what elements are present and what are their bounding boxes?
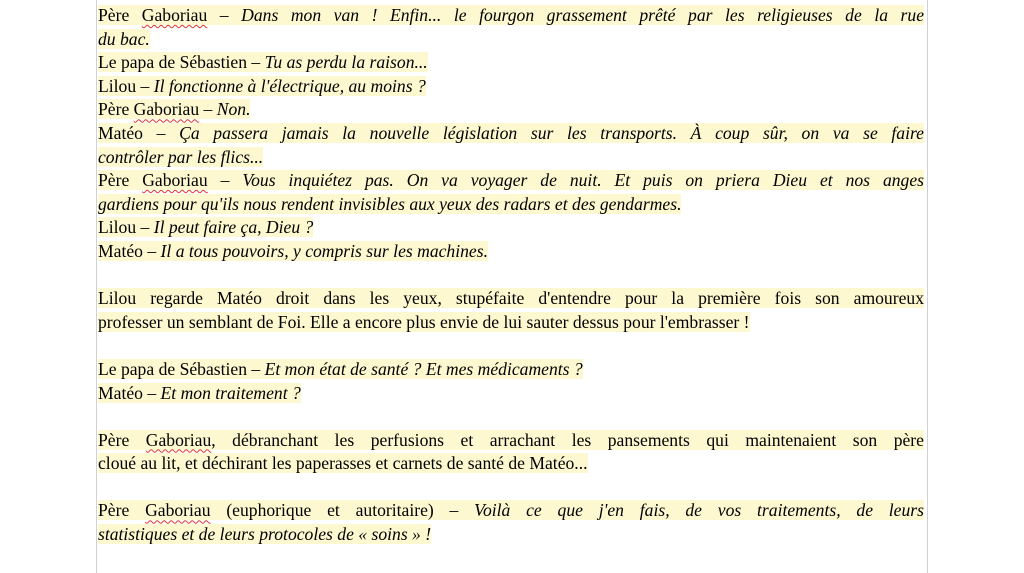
highlighted-text bbox=[98, 170, 924, 190]
text-run: – bbox=[207, 170, 243, 191]
text-line bbox=[98, 216, 924, 240]
highlighted-text bbox=[98, 76, 426, 96]
empty-line bbox=[98, 405, 924, 429]
highlighted-text bbox=[98, 194, 681, 214]
empty-line bbox=[98, 476, 924, 500]
paragraph[interactable] bbox=[98, 287, 924, 334]
highlighted-text bbox=[98, 524, 431, 544]
text-line bbox=[98, 382, 924, 406]
paragraph[interactable] bbox=[98, 4, 924, 51]
highlighted-text bbox=[98, 29, 150, 49]
text-line bbox=[98, 4, 924, 28]
italic-run: Non. bbox=[216, 99, 251, 120]
text-run: Matéo – bbox=[98, 382, 161, 403]
highlighted-text bbox=[98, 217, 313, 237]
italic-run: Il peut faire ça, Dieu ? bbox=[153, 217, 314, 238]
paragraph[interactable] bbox=[98, 358, 924, 382]
italic-run: Dans mon van ! Enfin... le fourgon grassement prêté par les religieuses de la rue bbox=[241, 5, 924, 25]
italic-run: contrôler par les flics... bbox=[98, 146, 264, 167]
paragraph[interactable] bbox=[98, 169, 924, 216]
text-run: Lilou – bbox=[98, 75, 154, 96]
text-run: (euphorique et autoritaire) – bbox=[210, 500, 475, 521]
empty-line bbox=[98, 334, 924, 358]
misspelled-word: Gaboriau bbox=[145, 429, 212, 450]
text-line bbox=[98, 499, 924, 523]
highlighted-text bbox=[98, 52, 428, 72]
highlighted-text bbox=[98, 312, 750, 332]
italic-run: gardiens pour qu'ils nous rendent invisibles aux yeux des radars et des gendarmes. bbox=[98, 193, 682, 214]
text-run: Père bbox=[98, 99, 134, 120]
italic-run: Et mon état de santé ? Et mes médicaments ? bbox=[264, 358, 583, 379]
text-line bbox=[98, 75, 924, 99]
paragraph[interactable] bbox=[98, 429, 924, 476]
text-line bbox=[98, 358, 924, 382]
text-line bbox=[98, 240, 924, 264]
text-line bbox=[98, 28, 924, 52]
document-body bbox=[98, 4, 924, 547]
misspelled-word: Gaboriau bbox=[142, 170, 208, 191]
highlighted-text bbox=[98, 383, 301, 403]
text-line bbox=[98, 122, 924, 146]
text-line bbox=[98, 452, 924, 476]
highlighted-text bbox=[98, 500, 924, 520]
highlighted-text bbox=[98, 453, 588, 473]
misspelled-word: Gaboriau bbox=[141, 5, 208, 25]
text-line bbox=[98, 287, 924, 311]
paragraph[interactable] bbox=[98, 51, 924, 75]
text-line bbox=[98, 193, 924, 217]
text-run: , débranchant les perfusions et arrachant les pansements qui maintenaient son père bbox=[211, 429, 924, 450]
highlighted-text bbox=[98, 123, 924, 143]
text-run: Le papa de Sébastien – bbox=[98, 358, 265, 379]
text-line bbox=[98, 523, 924, 547]
text-run: – bbox=[199, 99, 217, 120]
misspelled-word: Gaboriau bbox=[133, 99, 200, 120]
italic-run: du bac. bbox=[98, 28, 150, 49]
text-line bbox=[98, 169, 924, 193]
highlighted-text bbox=[98, 147, 263, 167]
text-run: cloué au lit, et déchirant les paperasses et carnets de santé de Matéo... bbox=[98, 453, 588, 474]
italic-run: Il a tous pouvoirs, y compris sur les machines. bbox=[160, 240, 488, 261]
italic-run: Voilà ce que j'en fais, de vos traitements, de leurs bbox=[474, 500, 924, 521]
paragraph[interactable] bbox=[98, 240, 924, 264]
italic-run: statistiques et de leurs protocoles de « soins » ! bbox=[98, 524, 432, 545]
text-run: Matéo – bbox=[98, 240, 161, 261]
paragraph[interactable] bbox=[98, 75, 924, 99]
paragraph[interactable] bbox=[98, 499, 924, 546]
paragraph[interactable] bbox=[98, 98, 924, 122]
paragraph[interactable] bbox=[98, 216, 924, 240]
highlighted-text bbox=[98, 5, 924, 25]
text-line bbox=[98, 98, 924, 122]
text-run: Lilou regarde Matéo droit dans les yeux, stupéfaite d'entendre pour la première fois son amoureux bbox=[98, 288, 924, 309]
italic-run: Vous inquiétez pas. On va voyager de nuit. Et puis on priera Dieu et nos anges bbox=[242, 170, 924, 191]
text-line bbox=[98, 429, 924, 453]
highlighted-text bbox=[98, 359, 583, 379]
paragraph[interactable] bbox=[98, 122, 924, 169]
highlighted-text bbox=[98, 288, 924, 308]
highlighted-text bbox=[98, 430, 924, 450]
italic-run: Tu as perdu la raison... bbox=[264, 52, 428, 73]
text-run: Père bbox=[98, 500, 146, 521]
text-line bbox=[98, 146, 924, 170]
text-run: Le papa de Sébastien – bbox=[98, 52, 265, 73]
text-run: Père bbox=[98, 170, 143, 191]
text-run: professer un semblant de Foi. Elle a encore plus envie de lui sauter dessus pour l'embrasser ! bbox=[98, 311, 750, 332]
text-run: Matéo – bbox=[98, 122, 180, 143]
empty-line bbox=[98, 264, 924, 288]
italic-run: Ça passera jamais la nouvelle législation sur les transports. À coup sûr, on va se faire bbox=[179, 122, 924, 143]
text-run: Lilou – bbox=[98, 217, 154, 238]
text-run: Père bbox=[98, 429, 146, 450]
text-line bbox=[98, 51, 924, 75]
page-left-margin-line bbox=[96, 0, 97, 573]
highlighted-text bbox=[98, 99, 250, 119]
highlighted-text bbox=[98, 241, 488, 261]
italic-run: Il fonctionne à l'électrique, au moins ? bbox=[153, 75, 426, 96]
text-run: – bbox=[207, 5, 242, 25]
text-line bbox=[98, 311, 924, 335]
text-run: Père bbox=[98, 5, 142, 25]
italic-run: Et mon traitement ? bbox=[160, 382, 301, 403]
page-right-margin-line bbox=[927, 0, 928, 573]
misspelled-word: Gaboriau bbox=[145, 500, 211, 521]
paragraph[interactable] bbox=[98, 382, 924, 406]
